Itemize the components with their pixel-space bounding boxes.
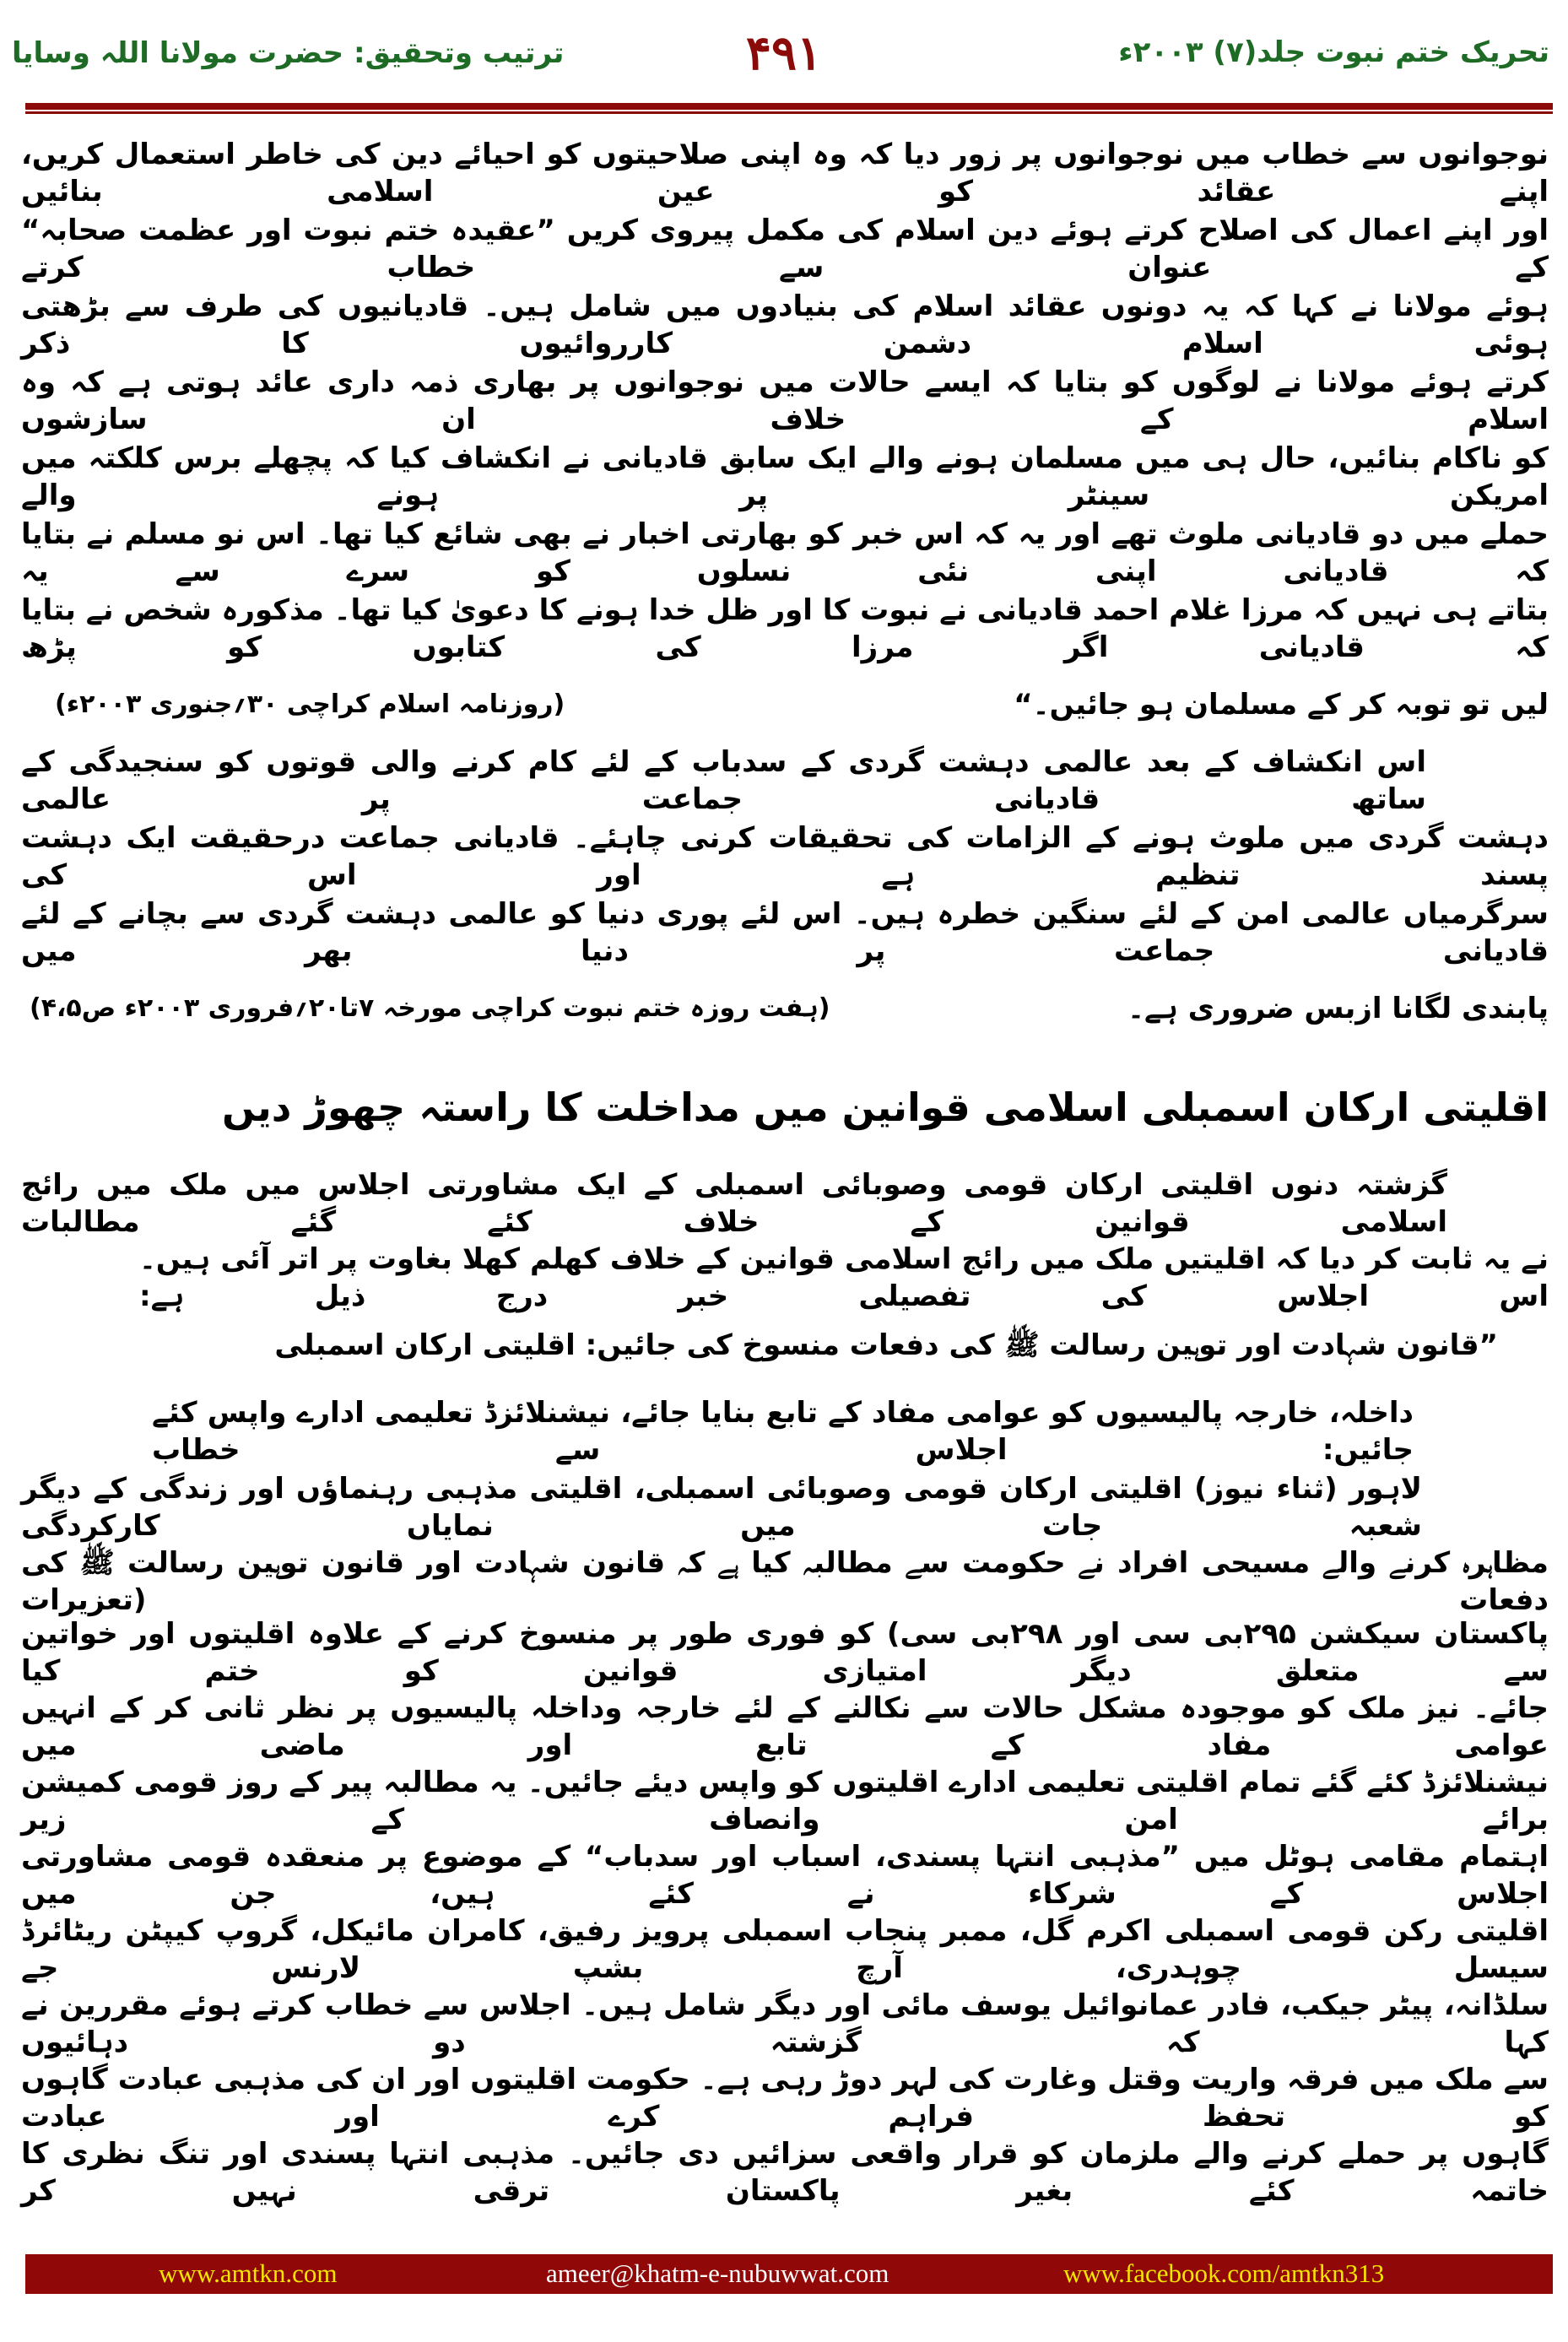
text-line: نوجوانوں سے خطاب میں نوجوانوں پر زور دیا کہ وہ اپنی صلاحیتوں کو احیائے دین کی خاطر استعمال کریں، اپنے عقائد کو عین اسلامی بنائیں xyxy=(21,138,1549,208)
text-line-with-citation xyxy=(21,667,1549,743)
text-line: نیشنلائزڈ کئے گئے تمام اقلیتی تعلیمی ادارے اقلیتوں کو واپس دیئے جائیں۔ یہ مطالبہ پیر کے روز قومی کمیشن برائے امن وانصاف کے زیر xyxy=(21,1766,1549,1836)
text-line: پابندی لگانا ازبس ضروری ہے۔ xyxy=(1127,992,1549,1025)
text-line: سرگرمیاں عالمی امن کے لئے سنگین خطرہ ہیں۔ اس لئے پوری دنیا کو عالمی دہشت گردی سے بچانے کے لئے قادیانی جماعت پر دنیا بھر میں xyxy=(21,897,1549,968)
text-line: حملے میں دو قادیانی ملوث تھے اور یہ کہ اس خبر کو بھارتی اخبار نے بھی شائع کیا تھا۔ اس نو مسلم نے بتایا کہ قادیانی اپنی نئی نسلوں کو سرے سے یہ xyxy=(21,517,1549,588)
text-line: اس انکشاف کے بعد عالمی دہشت گردی کے سدباب کے لئے کام کرنے والی قوتوں کو سنجیدگی کے ساتھ قادیانی جماعت پر عالمی xyxy=(21,745,1426,816)
compiler-credit: ترتیب وتحقیق: حضرت مولانا اللہ وسایا xyxy=(12,36,565,70)
text-line: گزشتہ دنوں اقلیتی ارکان قومی وصوبائی اسمبلی کے ایک مشاورتی اجلاس میں ملک میں رائج اسلامی قوانین کے خلاف کئے گئے مطالبات xyxy=(21,1168,1447,1239)
text-line: جائے۔ نیز ملک کو موجودہ مشکل حالات سے نکالنے کے لئے خارجہ وداخلہ پالیسیوں پر نظر ثانی کر کے انہیں عوامی مفاد کے تابع اور ماضی میں xyxy=(21,1691,1549,1762)
facebook-link[interactable]: www.facebook.com/amtkn313 xyxy=(1063,2258,1385,2288)
text-line: لیں تو توبہ کر کے مسلمان ہو جائیں۔“ xyxy=(1014,688,1549,722)
quote-headline: ”قانون شہادت اور توہین رسالت ﷺ کی دفعات منسوخ کی جائیں: اقلیتی ارکان اسمبلی xyxy=(274,1328,1498,1362)
text-line: اور اپنے اعمال کی اصلاح کرتے ہوئے دین اسلام کی مکمل پیروی کریں ”عقیدہ ختم نبوت اور عظمت صحابہ“ کے عنوان سے خطاب کرتے xyxy=(21,214,1549,284)
header-rule-thick xyxy=(25,103,1553,110)
text-line: ہوئے مولانا نے کہا کہ یہ دونوں عقائد اسلام کی بنیادوں میں شامل ہیں۔ قادیانیوں کی طرف سے بڑھتی ہوئی اسلام دشمن کارروائیوں کا ذکر xyxy=(21,289,1549,360)
text-line: بتاتے ہی نہیں کہ مرزا غلام احمد قادیانی نے نبوت کا اور ظل خدا ہونے کا دعویٰ کیا تھا۔ مذکورہ شخص نے بتایا کہ قادیانی اگر مرزا کی کتابوں کو پڑھ xyxy=(21,593,1549,664)
text-line: کو ناکام بنائیں، حال ہی میں مسلمان ہونے والے ایک سابق قادیانی نے انکشاف کیا کہ پچھلے برس کلکتہ میں امریکن سینٹر پر ہونے والے xyxy=(21,441,1549,512)
text-line: پاکستان سیکشن ۲۹۵بی سی اور ۲۹۸بی سی) کو فوری طور پر منسوخ کرنے کے علاوہ اقلیتوں اور خواتین سے متعلق دیگر امتیازی قوانین کو ختم کیا xyxy=(21,1617,1549,1688)
text-line: اقلیتی رکن قومی اسمبلی اکرم گل، ممبر پنجاب اسمبلی پرویز رفیق، کامران مائیکل، گروپ کیپٹن ریٹائرڈ سیسل چوہدری، آرچ بشپ لارنس جے xyxy=(21,1914,1549,1985)
text-line: اہتمام مقامی ہوٹل میں ”مذہبی انتہا پسندی، اسباب اور سدباب“ کے موضوع پر منعقدہ قومی مشاورتی اجلاس کے شرکاء نے کئے ہیں، جن میں xyxy=(21,1840,1549,1911)
text-line: مظاہرہ کرنے والے مسیحی افراد نے حکومت سے مطالبہ کیا ہے کہ قانون شہادت اور قانون توہین رسالت ﷺ کی دفعات (تعزیرات xyxy=(21,1546,1549,1617)
source-citation: (روزنامہ اسلام کراچی ۳۰؍جنوری ۲۰۰۳ء) xyxy=(55,690,565,719)
footer-bar xyxy=(25,2254,1553,2294)
book-title: تحریک ختم نبوت جلد(۷) ۲۰۰۳ء xyxy=(1118,35,1549,69)
text-line-with-citation xyxy=(21,971,1549,1047)
header-rule-thin xyxy=(25,111,1553,114)
text-line: سے ملک میں فرقہ واریت وقتل وغارت کی لہر دوڑ رہی ہے۔ حکومت اقلیتوں اور ان کی مذہبی عبادت گاہوں کو تحفظ فراہم کرے اور عبادت xyxy=(21,2063,1549,2134)
email-link[interactable]: ameer@khatm-e-nubuwwat.com xyxy=(546,2258,889,2288)
source-citation: (ہفت روزہ ختم نبوت کراچی مورخہ ۷تا۲۰؍فروری ۲۰۰۳ء ص۴،۵) xyxy=(30,993,830,1023)
text-line: نے یہ ثابت کر دیا کہ اقلیتیں ملک میں رائج اسلامی قوانین کے خلاف کھلم کھلا بغاوت پر اتر آئی ہیں۔ اس اجلاس کی تفصیلی خبر درج ذیل ہے: xyxy=(139,1242,1549,1313)
text-line: دہشت گردی میں ملوث ہونے کے الزامات کی تحقیقات کرنی چاہئے۔ قادیانی جماعت درحقیقت ایک دہشت پسند تنظیم ہے اور اس کی xyxy=(21,821,1549,892)
text-line: کرتے ہوئے مولانا نے لوگوں کو بتایا کہ ایسے حالات میں نوجوانوں پر بھاری ذمہ داری عائد ہوتی ہے کہ وہ اسلام کے خلاف ان سازشوں xyxy=(21,365,1549,436)
text-line: گاہوں پر حملے کرنے والے ملزمان کو قرار واقعی سزائیں دی جائیں۔ مذہبی انتہا پسندی اور تنگ نظری کا خاتمہ کئے بغیر پاکستان ترقی نہیں کر xyxy=(21,2137,1549,2208)
page-number: ۴۹۱ xyxy=(745,25,823,81)
text-line: سلڈانہ، پیٹر جیکب، فادر عمانوائیل یوسف مائی اور دیگر شامل ہیں۔ اجلاس سے خطاب کرتے ہوئے مقررین نے کہا کہ گزشتہ دو دہائیوں xyxy=(21,1988,1549,2059)
website-link[interactable]: www.amtkn.com xyxy=(159,2258,338,2288)
text-line: لاہور (ثناء نیوز) اقلیتی ارکان قومی وصوبائی اسمبلی، اقلیتی مذہبی رہنماؤں اور زندگی کے دیگر شعبہ جات میں نمایاں کارکردگی xyxy=(21,1472,1422,1543)
article-heading: اقلیتی ارکان اسمبلی اسلامی قوانین میں مداخلت کا راستہ چھوڑ دیں xyxy=(222,1084,1549,1130)
sub-headline: داخلہ، خارجہ پالیسیوں کو عوامی مفاد کے تابع بنایا جائے، نیشنلائزڈ تعلیمی ادارے واپس کئے جائیں: اجلاس سے خطاب xyxy=(152,1396,1414,1467)
